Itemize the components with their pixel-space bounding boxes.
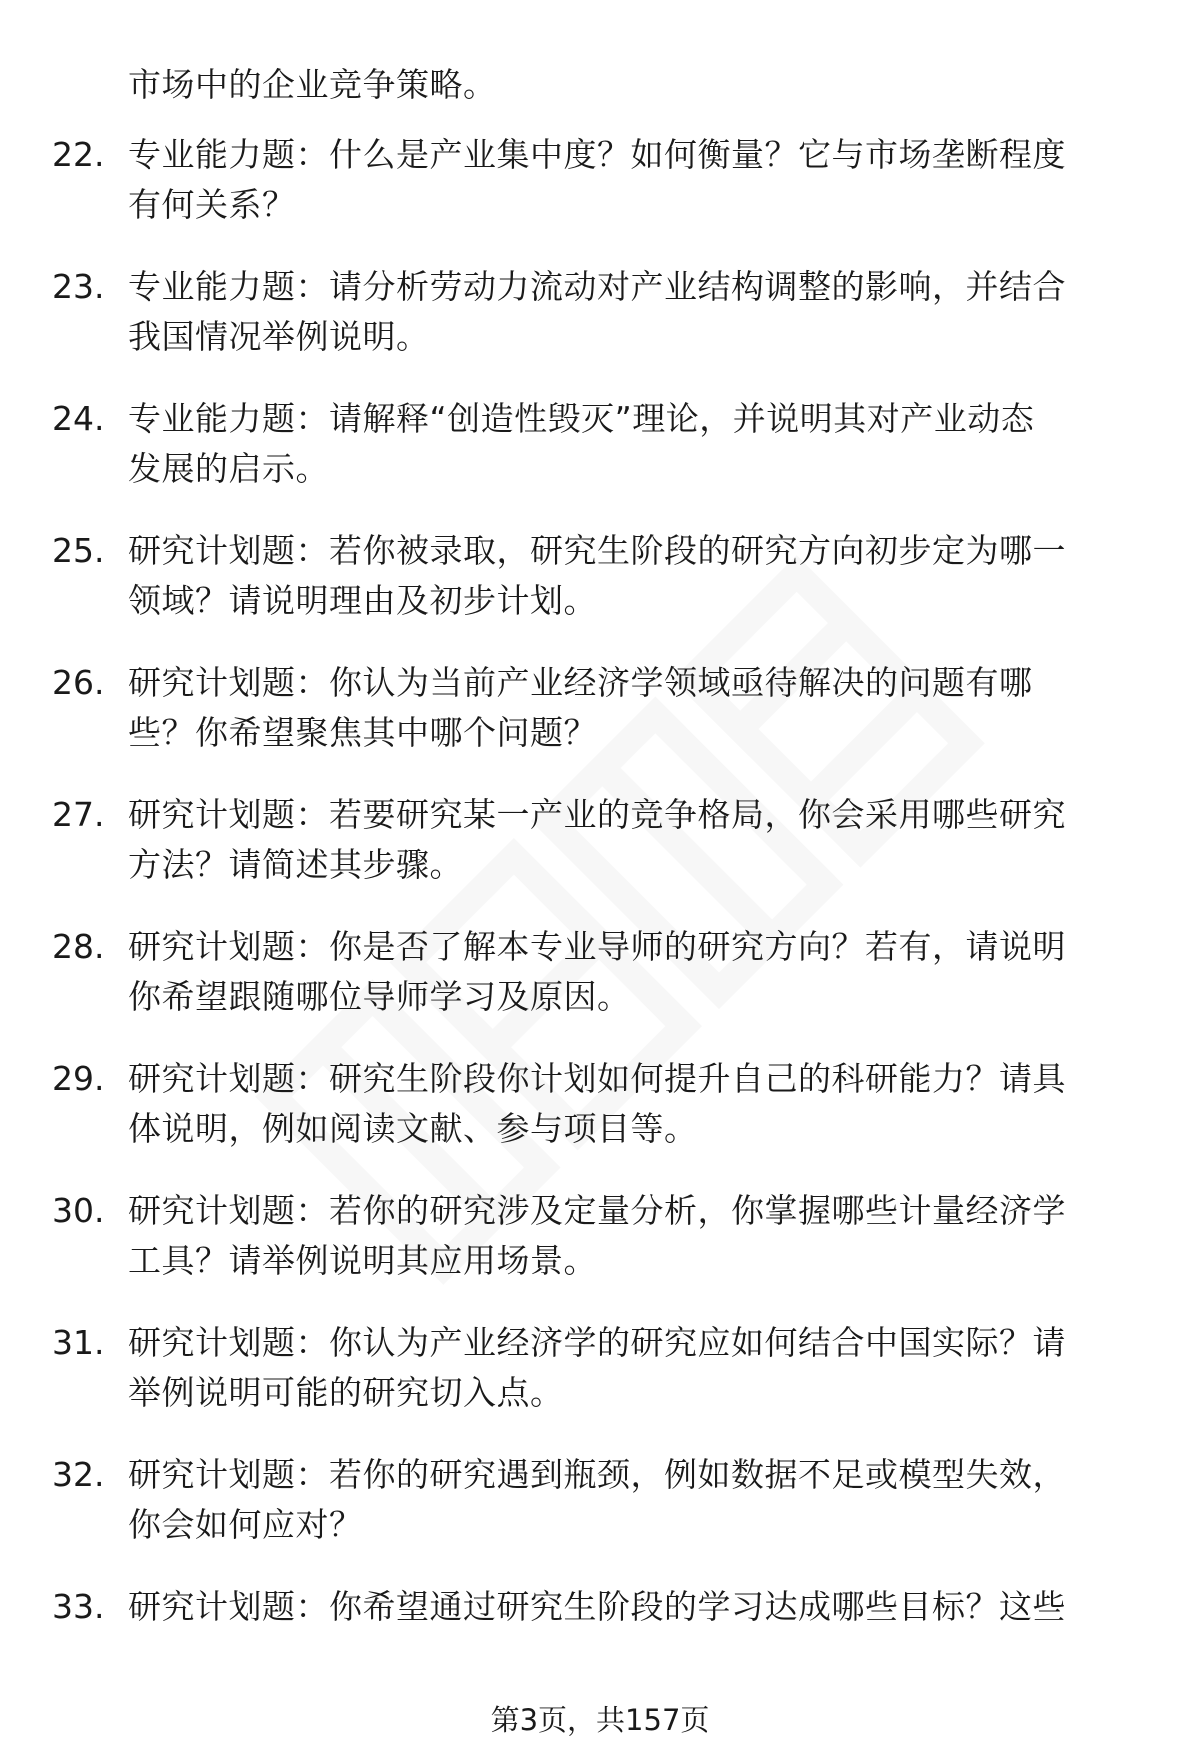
question-number: 26. (52, 663, 105, 702)
question-number: 32. (52, 1455, 105, 1494)
question-text (128, 790, 1138, 890)
page-number-footer: 第3页，共157页 (490, 1703, 710, 1737)
question-line: 举例说明可能的研究切入点。 (128, 1373, 564, 1412)
question-text (128, 1318, 1138, 1418)
question-line: 你会如何应对？ (128, 1505, 363, 1544)
question-line: 研究计划题：你是否了解本专业导师的研究方向？若有，请说明 (128, 927, 1066, 966)
question-text (128, 1582, 1138, 1632)
question-line: 我国情况举例说明。 (128, 317, 430, 356)
question-line: 专业能力题：请分析劳动力流动对产业结构调整的影响，并结合 (128, 267, 1066, 306)
question-line: 研究计划题：研究生阶段你计划如何提升自己的科研能力？请具 (128, 1059, 1066, 1098)
question-line: 研究计划题：你认为产业经济学的研究应如何结合中国实际？请 (128, 1323, 1066, 1362)
question-number: 28. (52, 927, 105, 966)
question-line: 体说明，例如阅读文献、参与项目等。 (128, 1109, 698, 1148)
question-line: 研究计划题：若你被录取，研究生阶段的研究方向初步定为哪一 (128, 531, 1066, 570)
question-line: 发展的启示。 (128, 449, 329, 488)
question-text (128, 526, 1138, 626)
question-line: 研究计划题：若要研究某一产业的竞争格局，你会采用哪些研究 (128, 795, 1066, 834)
question-text (128, 1186, 1138, 1286)
question-line: 专业能力题：请解释“创造性毁灭”理论，并说明其对产业动态 (128, 399, 1035, 438)
question-text (128, 922, 1138, 1022)
question-line: 有何关系？ (128, 185, 296, 224)
question-number: 29. (52, 1059, 105, 1098)
question-number: 31. (52, 1323, 105, 1362)
question-line: 研究计划题：你希望通过研究生阶段的学习达成哪些目标？这些 (128, 1587, 1066, 1626)
question-number: 27. (52, 795, 105, 834)
question-number: 33. (52, 1587, 105, 1626)
question-line: 方法？请简述其步骤。 (128, 845, 463, 884)
question-number: 23. (52, 267, 105, 306)
question-text (128, 262, 1138, 362)
question-text (128, 1450, 1138, 1550)
question-line: 专业能力题：什么是产业集中度？如何衡量？它与市场垄断程度 (128, 135, 1066, 174)
question-number: 30. (52, 1191, 105, 1230)
continued-question-text: 市场中的企业竞争策略。 (128, 65, 497, 104)
question-number: 24. (52, 399, 105, 438)
question-line: 研究计划题：若你的研究遇到瓶颈，例如数据不足或模型失效， (128, 1455, 1066, 1494)
question-text (128, 658, 1138, 758)
question-number: 22. (52, 135, 105, 174)
question-line: 领域？请说明理由及初步计划。 (128, 581, 597, 620)
question-line: 你希望跟随哪位导师学习及原因。 (128, 977, 631, 1016)
question-text (128, 1054, 1138, 1154)
question-text (128, 394, 1138, 494)
question-line: 些？你希望聚焦其中哪个问题？ (128, 713, 597, 752)
question-number: 25. (52, 531, 105, 570)
question-text (128, 130, 1138, 230)
question-line: 工具？请举例说明其应用场景。 (128, 1241, 597, 1280)
question-line: 研究计划题：若你的研究涉及定量分析，你掌握哪些计量经济学 (128, 1191, 1066, 1230)
question-line: 研究计划题：你认为当前产业经济学领域亟待解决的问题有哪 (128, 663, 1033, 702)
